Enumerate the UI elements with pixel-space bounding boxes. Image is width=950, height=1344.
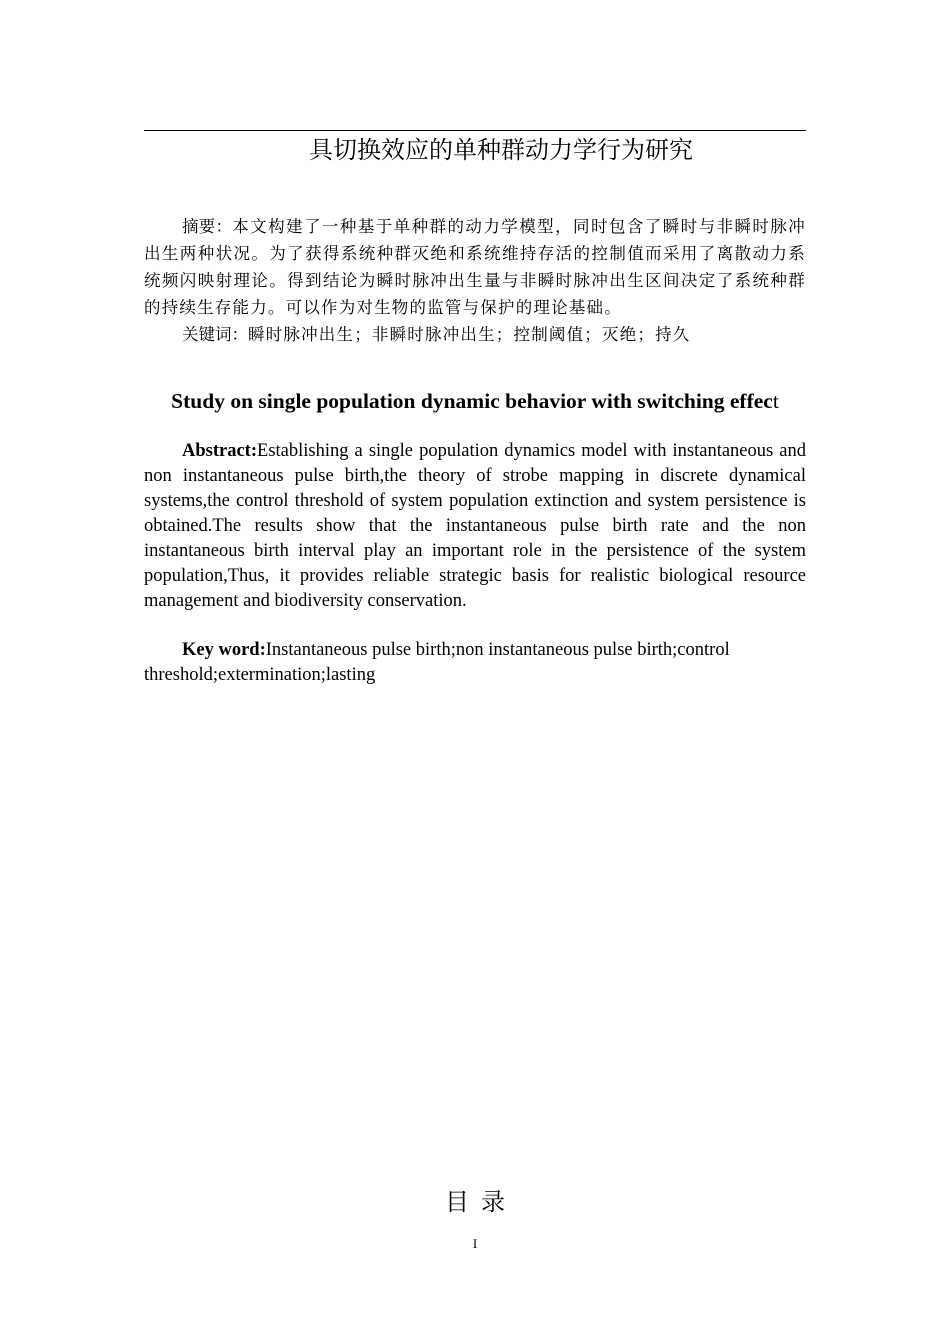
chinese-abstract: [144, 213, 806, 321]
english-abstract-label: Abstract:: [182, 441, 258, 461]
english-keywords-text: Instantaneous pulse birth;non instantaneous pulse birth;control threshold;extermination;lasting: [144, 640, 730, 685]
header-rule: [144, 130, 806, 131]
english-abstract-text: Establishing a single population dynamics model with instantaneous and non instantaneous pulse birth,the theory of strobe mapping in discrete dynamical systems,the control threshold of system population extinction and system persistence is obtained.The results show that the instantaneous pulse birth rate and the non instantaneous birth interval play an important role in the persistence of the system population,Thus, it provides reliable strategic basis for realistic biological resource management and biodiversity conservation.: [144, 441, 806, 611]
english-abstract: [144, 439, 806, 614]
chinese-keywords-text: 瞬时脉冲出生；非瞬时脉冲出生；控制阈值；灭绝；持久: [248, 325, 691, 344]
chinese-title: 具切换效应的单种群动力学行为研究: [309, 136, 693, 164]
chinese-abstract-label: 摘要：: [182, 217, 233, 236]
chinese-keywords: [144, 321, 806, 348]
english-title-main: Study on single population dynamic behavior with switching effec: [171, 389, 773, 413]
chinese-abstract-text: 本文构建了一种基于单种群的动力学模型，同时包含了瞬时与非瞬时脉冲出生两种状况。为了获得系统种群灭绝和系统维持存活的控制值而采用了离散动力系统频闪映射理论。得到结论为瞬时脉冲出生量与非瞬时脉冲出生区间决定了系统种群的持续生存能力。可以作为对生物的监管与保护的理论基础。: [144, 217, 806, 317]
page-number: I: [472, 1236, 478, 1251]
english-title-tail: t: [772, 389, 779, 413]
english-keywords: [144, 638, 806, 688]
english-title: [100, 386, 850, 416]
english-keywords-label: Key word:: [182, 640, 266, 660]
toc-heading: 目录: [445, 1188, 517, 1216]
chinese-keywords-label: 关键词：: [182, 325, 248, 344]
chinese-abstract-section: [144, 213, 806, 348]
